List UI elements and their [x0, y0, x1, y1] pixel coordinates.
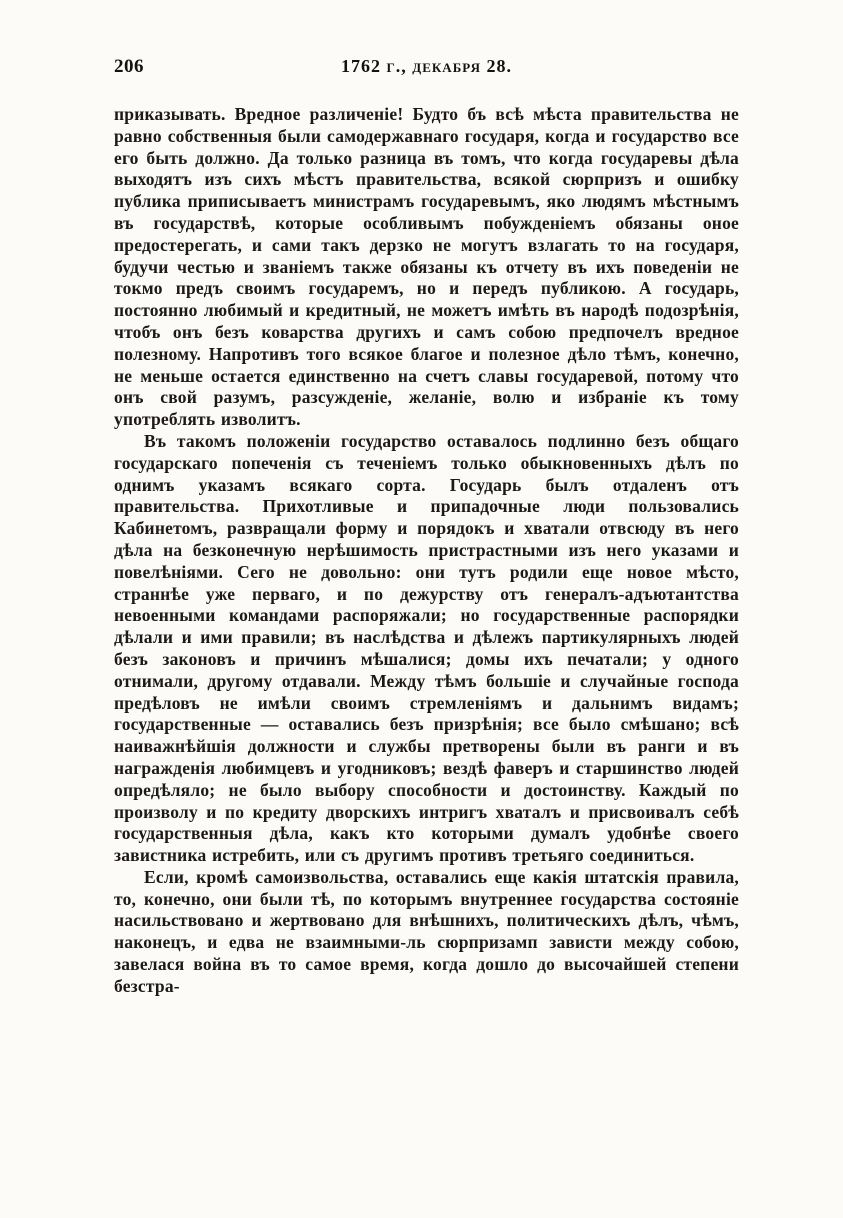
paragraph: приказывать. Вредное различеніе! Будто бъ всѣ мѣста правительства не равно собственныя были самодержавнаго государя, когда и государство все его быть должно. Да только разница въ томъ, что когда государевы дѣла выходятъ изъ сихъ мѣстъ правительства, всякой сюрпризъ и ошибку публика приписываетъ министрамъ государевымъ, яко людямъ мѣстнымъ въ государствѣ, которые особливымъ побужденіемъ обязаны оное предостерегать, и сами такъ дерзко не могутъ взлагать то на государя, будучи честью и званіемъ также обязаны къ отчету въ ихъ поведеніи не токмо предъ своимъ государемъ, но и передъ публикою. А государь, постоянно любимый и кредитный, не можетъ имѣть въ народѣ подозрѣнія, чтобъ онъ безъ коварства другихъ и самъ собою предпочелъ вредное полезному. Напротивъ того всякое благое и полезное дѣло тѣмъ, конечно, не меньше остается единственно на счетъ славы государевой, потому что онъ свой разумъ, разсужденіе, желаніе, волю и избраніе къ тому употреблять изволитъ. — [114, 104, 739, 430]
paragraph: Если, кромѣ самоизвольства, оставались еще какія штатскія правила, то, конечно, они были тѣ, по которымъ внутреннее государства состояніе насильствовано и жертвовано для внѣшнихъ, политическихъ дѣлъ, чѣмъ, наконецъ, и едва не взаимными-ль сюрпризамп зависти между собою, завелася война въ то самое время, когда дошло до высочайшей степени безстра- — [114, 866, 739, 996]
page-header-title: 1762 г., декабря 28. — [341, 56, 512, 76]
body-text — [114, 104, 739, 998]
paragraph: Въ такомъ положеніи государство оставалось подлинно безъ общаго государскаго попеченія съ теченіемъ только обыкновенныхъ дѣлъ по однимъ указамъ всякаго сорта. Государь былъ отдаленъ отъ правительства. Прихотливые и припадочные люди пользовались Кабинетомъ, развращали форму и порядокъ и хватали отвсюду въ него дѣла на безконечную нерѣшимость пристрастными изъ него указами и повелѣніями. Сего не довольно: они тутъ родили еще новое мѣсто, страннѣе уже перваго, и по дежурству отъ генералъ-адъютантства невоенными командами распоряжали; но государственные распорядки дѣлали и ими правили; въ наслѣдства и дѣлежъ партикулярныхъ людей безъ законовъ и причинъ мѣшалися; домы ихъ печатали; у одного отнимали, другому отдавали. Между тѣмъ большіе и случайные господа предѣловъ не имѣли своимъ стремленіямъ и дальнимъ видамъ; государственные — оставались безъ призрѣнія; все было смѣшано; всѣ наиважнѣйшія должности и службы претворены были въ ранги и въ награжденія любимцевъ и угодниковъ; вездѣ фаверъ и старшинство людей опредѣляло; не было выбору способности и достоинству. Каждый по произволу и по кредиту дворскихъ интригъ хваталъ и присвоивалъ себѣ государственныя дѣла, какъ кто которыми думалъ удобнѣе своего завистника истребить, или съ другимъ противъ третьяго соединиться. — [114, 430, 739, 866]
running-head — [114, 56, 739, 78]
page-number: 206 — [114, 56, 144, 77]
